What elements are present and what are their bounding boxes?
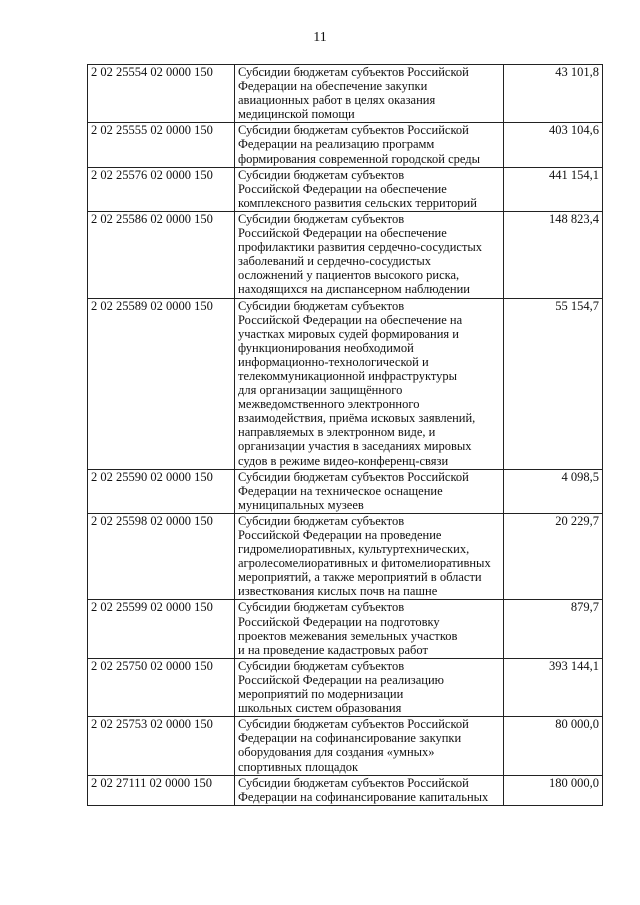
table-row [88,469,603,513]
table-row [88,513,603,600]
table-row [88,167,603,211]
description-line: и на проведение кадастровых работ [238,642,428,657]
table-row [88,717,603,775]
budget-code-cell: 2 02 25554 02 0000 150 [88,65,235,123]
description-line: муниципальных музеев [238,497,364,512]
description-line: Субсидии бюджетам субъектов [238,298,405,313]
description-line: Субсидии бюджетам субъектов Российской [238,775,469,790]
description-line: авиационных работ в целях оказания [238,93,436,108]
description-line: Субсидии бюджетам субъектов [238,600,405,615]
description-line: Федерации на реализацию программ [238,137,435,152]
description-cell [235,717,504,775]
description-line: мероприятий по модернизации [238,687,404,702]
description-line: спортивных площадок [238,759,359,774]
table-row [88,298,603,469]
description-line: профилактики развития сердечно-сосудистых [238,240,483,255]
description-line: Федерации на обеспечение закупки [238,79,428,94]
description-line: участках мировых судей формирования и [238,326,459,341]
description-line: Российской Федерации на проведение [238,528,442,542]
table-row [88,658,603,716]
budget-code-cell: 2 02 25590 02 0000 150 [88,469,235,513]
table-body [88,65,603,806]
amount-cell: 43 101,8 [504,65,603,123]
description-line: Субсидии бюджетам субъектов Российской [238,717,469,732]
description-line: взаимодействия, приёма исковых заявлений, [238,411,476,426]
amount-cell: 403 104,6 [504,123,603,167]
description-line: Федерации на техническое оснащение [238,483,443,498]
budget-code-cell: 2 02 27111 02 0000 150 [88,775,235,805]
description-cell [235,211,504,298]
description-line: Субсидии бюджетам субъектов [238,658,405,673]
description-cell [235,123,504,167]
budget-code-cell: 2 02 25555 02 0000 150 [88,123,235,167]
description-line: для организации защищённого [238,383,403,398]
description-cell [235,513,504,600]
budget-code-cell: 2 02 25576 02 0000 150 [88,167,235,211]
table-row [88,123,603,167]
description-line: Российской Федерации на реализацию [238,672,444,687]
description-line: информационно-технологической и [238,354,429,369]
description-line: Субсидии бюджетам субъектов [238,513,405,528]
description-line: осложнений у пациентов высокого риска, [238,268,460,283]
description-line: Российской Федерации на подготовку [238,614,440,629]
description-line: направляемых в электронном виде, и [238,425,436,440]
description-cell [235,65,504,123]
description-cell [235,600,504,658]
description-line: агролесомелиоративных и фитомелиоративных [238,556,491,571]
description-line: Федерации на софинансирование капитальных [238,789,489,804]
description-line: Субсидии бюджетам субъектов Российской [238,469,469,484]
description-line: Субсидии бюджетам субъектов [238,167,405,182]
budget-code-cell: 2 02 25589 02 0000 150 [88,298,235,469]
description-line: комплексного развития сельских территорий [238,195,477,210]
description-line: оборудования для создания «умных» [238,745,435,760]
description-line: Российской Федерации на обеспечение [238,226,447,241]
description-cell [235,167,504,211]
description-cell [235,298,504,469]
description-line: межведомственного электронного [238,397,420,412]
table-row [88,65,603,123]
amount-cell: 441 154,1 [504,167,603,211]
description-line: телекоммуникационной инфраструктуры [238,368,458,383]
amount-cell: 393 144,1 [504,658,603,716]
description-cell [235,658,504,716]
description-line: Российской Федерации на обеспечение на [238,312,463,327]
description-cell [235,469,504,513]
budget-code-cell: 2 02 25598 02 0000 150 [88,513,235,600]
description-line: школьных систем образования [238,701,402,716]
description-line: гидромелиоративных, культуртехнических, [238,542,470,557]
description-line: организации участия в заседаниях мировых [238,439,472,454]
description-line: мероприятий, а также мероприятий в области [238,570,482,585]
description-line: функционирования необходимой [238,340,414,355]
amount-cell: 879,7 [504,600,603,658]
description-line: Российской Федерации на обеспечение [238,181,447,196]
description-line: судов в режиме видео-конференц-связи [238,453,449,468]
budget-code-cell: 2 02 25753 02 0000 150 [88,717,235,775]
description-line: медицинской помощи [238,107,355,122]
description-line: Федерации на софинансирование закупки [238,731,462,746]
amount-cell: 55 154,7 [504,298,603,469]
budget-code-cell: 2 02 25586 02 0000 150 [88,211,235,298]
amount-cell: 80 000,0 [504,717,603,775]
budget-revenue-table [87,64,603,806]
description-line: находящихся на диспансерном наблюдении [238,282,470,297]
amount-cell: 4 098,5 [504,469,603,513]
description-cell [235,775,504,805]
amount-cell: 180 000,0 [504,775,603,805]
description-line: формирования современной городской среды [238,151,481,166]
table-row [88,211,603,298]
table-row [88,775,603,805]
description-line: проектов межевания земельных участков [238,628,458,643]
amount-cell: 148 823,4 [504,211,603,298]
description-line: заболеваний и сердечно-сосудистых [238,254,431,269]
description-line: Субсидии бюджетам субъектов Российской [238,65,469,79]
table-row [88,600,603,658]
description-line: Субсидии бюджетам субъектов Российской [238,123,469,138]
page-number: 11 [313,30,327,45]
description-line: известкования кислых почв на пашне [238,584,438,599]
budget-code-cell: 2 02 25599 02 0000 150 [88,600,235,658]
description-line: Субсидии бюджетам субъектов [238,211,405,226]
budget-code-cell: 2 02 25750 02 0000 150 [88,658,235,716]
amount-cell: 20 229,7 [504,513,603,600]
